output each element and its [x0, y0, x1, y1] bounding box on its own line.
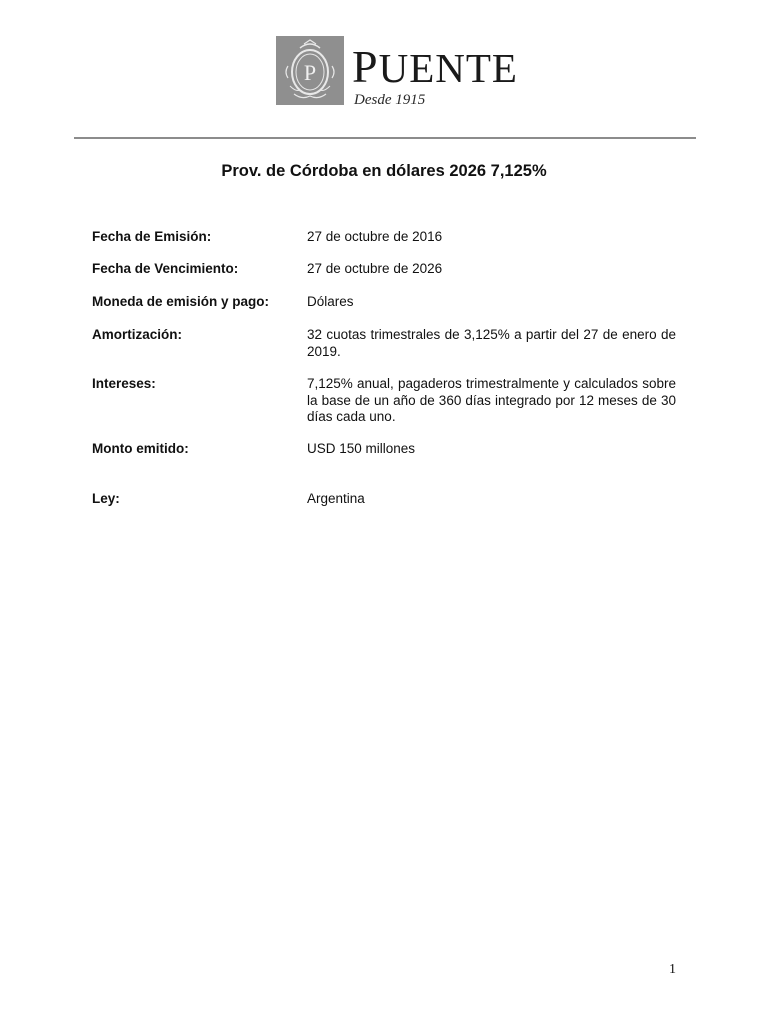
field-label: Fecha de Vencimiento: — [92, 261, 239, 276]
page-number: 1 — [669, 962, 676, 977]
brand-name — [352, 41, 518, 92]
brand-name-rest: UENTE — [378, 45, 518, 91]
emblem-letter: P — [303, 60, 317, 85]
field-value: USD 150 millones — [307, 441, 416, 456]
field-label: Moneda de emisión y pago: — [92, 294, 270, 309]
field-label: Fecha de Emisión: — [92, 229, 212, 244]
document-title: Prov. de Córdoba en dólares 2026 7,125% — [221, 162, 547, 180]
field-label: Amortización: — [92, 327, 183, 342]
field-value: 7,125% anual, pagaderos trimestralmente y calculados sobre la base de un año de 360 días integrado por 12 meses de 30 días cada uno. — [307, 376, 676, 424]
company-logo — [276, 36, 518, 108]
field-value: 27 de octubre de 2016 — [307, 229, 443, 244]
crest-emblem-icon — [276, 36, 344, 105]
field-value: Dólares — [307, 294, 354, 309]
field-value: 27 de octubre de 2026 — [307, 261, 443, 276]
field-label: Intereses: — [92, 376, 156, 391]
field-value: Argentina — [307, 491, 365, 506]
field-label: Ley: — [92, 491, 120, 506]
header-divider — [74, 137, 696, 139]
field-value: 32 cuotas trimestrales de 3,125% a partir del 27 de enero de 2019. — [307, 327, 676, 359]
brand-block — [352, 36, 518, 109]
brand-initial: P — [352, 41, 379, 92]
brand-tagline: Desde 1915 — [354, 92, 426, 108]
field-label: Monto emitido: — [92, 441, 189, 456]
